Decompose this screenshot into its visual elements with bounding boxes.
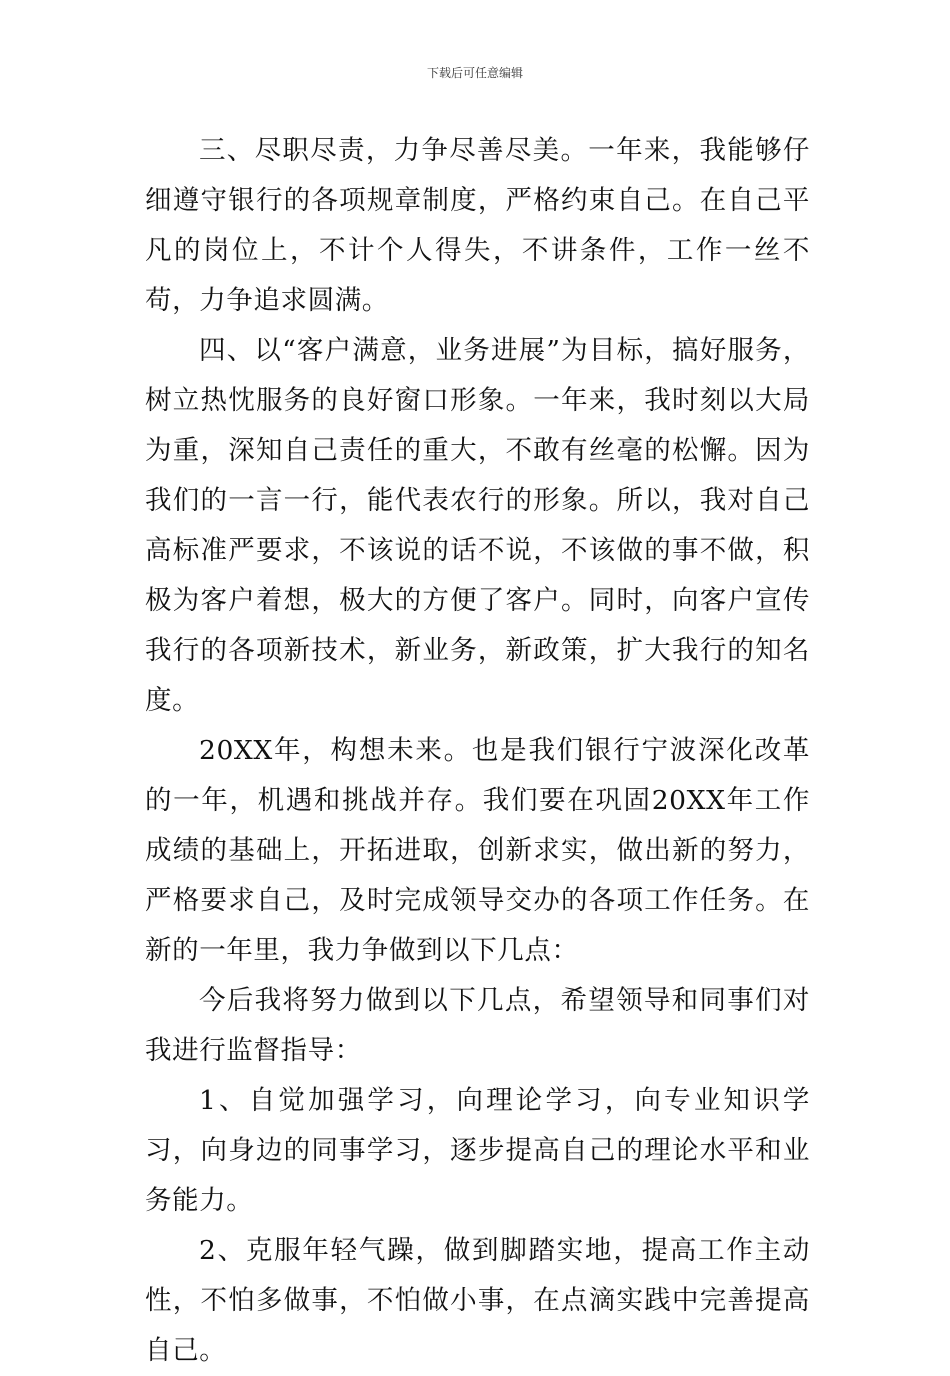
paragraph-future-plan: 20XX年，构想未来。也是我们银行宁波深化改革的一年，机遇和挑战并存。我们要在巩固20XX年工作成绩的基础上，开拓进取，创新求实，做出新的努力，严格要求自己，及时完成领导交办的各项工作任务。在新的一年里，我力争做到以下几点：	[145, 735, 810, 966]
paragraph-customer-service: 四、以“客户满意，业务进展”为目标，搞好服务，树立热忱服务的良好窗口形象。一年来，我时刻以大局为重，深知自己责任的重大，不敢有丝毫的松懈。因为我们的一言一行，能代表农行的形象。所以，我对自己高标准严要求，不该说的话不说，不该做的事不做，积极为客户着想，极大的方便了客户。同时，向客户宣传我行的各项新技术，新业务，新政策，扩大我行的知名度。	[145, 335, 810, 716]
page-header-note: 下载后可任意编辑	[426, 66, 523, 80]
paragraph-item-1: 1、自觉加强学习，向理论学习，向专业知识学习，向身边的同事学习，逐步提高自己的理论水平和业务能力。	[145, 1085, 810, 1216]
paragraph-item-2: 2、克服年轻气躁，做到脚踏实地，提高工作主动性，不怕多做事，不怕做小事，在点滴实践中完善提高自己。	[145, 1235, 810, 1366]
paragraph-duty: 三、尽职尽责，力争尽善尽美。一年来，我能够仔细遵守银行的各项规章制度，严格约束自己。在自己平凡的岗位上，不计个人得失，不讲条件，工作一丝不苟，力争追求圆满。	[145, 135, 810, 316]
document-body	[145, 126, 810, 1376]
paragraph-commitment: 今后我将努力做到以下几点，希望领导和同事们对我进行监督指导：	[145, 985, 810, 1066]
